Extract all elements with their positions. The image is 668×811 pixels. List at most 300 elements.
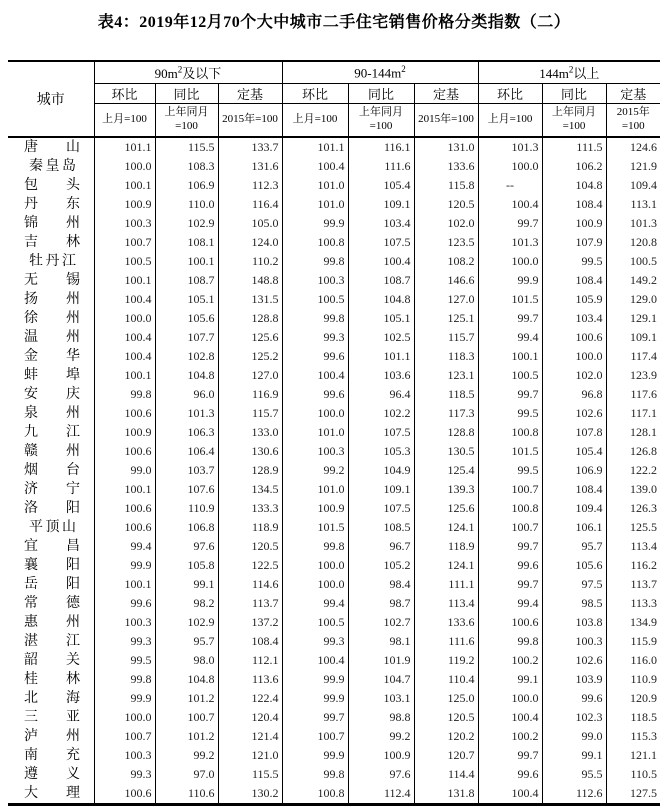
value-cell: 96.7 xyxy=(348,537,414,556)
value-cell: 107.5 xyxy=(348,423,414,442)
value-cell: 99.9 xyxy=(282,689,348,708)
value-cell: 97.5 xyxy=(542,575,606,594)
value-cell: 126.3 xyxy=(606,499,660,518)
value-cell: 113.1 xyxy=(606,195,660,214)
value-cell: 99.7 xyxy=(478,746,542,765)
subheader-fixed-3: 定基 xyxy=(606,84,660,104)
city-name: 牡丹江 xyxy=(29,254,76,269)
table-row xyxy=(8,518,660,537)
value-cell: 117.3 xyxy=(414,404,478,423)
value-cell: 118.9 xyxy=(414,537,478,556)
value-cell: 100.7 xyxy=(478,480,542,499)
value-cell: 118.5 xyxy=(414,385,478,404)
base-yoy-line2: =100 xyxy=(175,120,198,132)
city-name: 烟台 xyxy=(24,463,80,478)
table-row xyxy=(8,594,660,613)
city-cell xyxy=(8,366,94,385)
city-name: 包头 xyxy=(24,178,80,193)
base-mom-3: 上月=100 xyxy=(478,104,542,138)
value-cell: 99.7 xyxy=(478,537,542,556)
table-row xyxy=(8,613,660,632)
value-cell: 104.7 xyxy=(348,670,414,689)
value-cell: 118.3 xyxy=(414,347,478,366)
value-cell: 109.1 xyxy=(348,480,414,499)
value-cell: 98.1 xyxy=(348,632,414,651)
group-label-part: 90-144m xyxy=(354,65,402,81)
value-cell: 105.4 xyxy=(348,176,414,195)
city-name: 宜昌 xyxy=(24,539,80,554)
value-cell: 105.9 xyxy=(542,290,606,309)
city-name: 韶关 xyxy=(24,653,80,668)
city-name: 南充 xyxy=(24,748,80,763)
value-cell: 117.4 xyxy=(606,347,660,366)
city-cell xyxy=(8,271,94,290)
value-cell: 118.9 xyxy=(218,518,282,537)
value-cell: 101.5 xyxy=(478,290,542,309)
value-cell: 107.7 xyxy=(155,328,218,347)
value-cell: 115.7 xyxy=(414,328,478,347)
value-cell: 99.2 xyxy=(155,746,218,765)
value-cell: 101.2 xyxy=(155,727,218,746)
value-cell: 108.4 xyxy=(542,271,606,290)
value-cell: 117.1 xyxy=(606,404,660,423)
city-name: 温州 xyxy=(24,330,80,345)
value-cell: 100.0 xyxy=(478,252,542,271)
table-row xyxy=(8,784,660,805)
value-cell: 100.1 xyxy=(94,176,155,195)
table-row xyxy=(8,366,660,385)
value-cell: 99.5 xyxy=(94,651,155,670)
city-cell xyxy=(8,328,94,347)
value-cell: 101.2 xyxy=(155,689,218,708)
value-cell: 122.2 xyxy=(606,461,660,480)
city-cell xyxy=(8,689,94,708)
value-cell: 106.8 xyxy=(155,518,218,537)
value-cell: 131.5 xyxy=(218,290,282,309)
value-cell: 96.4 xyxy=(348,385,414,404)
value-cell: 99.3 xyxy=(94,765,155,784)
value-cell: 102.0 xyxy=(542,366,606,385)
value-cell: 128.1 xyxy=(606,423,660,442)
value-cell: 106.1 xyxy=(542,518,606,537)
value-cell: 98.2 xyxy=(155,594,218,613)
value-cell: 95.7 xyxy=(155,632,218,651)
subheader-mom-3: 环比 xyxy=(478,84,542,104)
city-name: 襄阳 xyxy=(24,558,80,573)
value-cell: 102.9 xyxy=(155,214,218,233)
value-cell: 102.3 xyxy=(542,708,606,727)
city-name: 岳阳 xyxy=(24,577,80,592)
city-cell xyxy=(8,290,94,309)
city-name: 金华 xyxy=(24,349,80,364)
city-cell xyxy=(8,404,94,423)
value-cell: 99.7 xyxy=(282,708,348,727)
value-cell: 103.1 xyxy=(348,689,414,708)
city-name: 九江 xyxy=(24,425,80,440)
value-cell: 120.9 xyxy=(606,689,660,708)
value-cell: 100.1 xyxy=(94,271,155,290)
value-cell: 104.9 xyxy=(348,461,414,480)
base-yoy-line1: 上年同月 xyxy=(359,106,403,119)
value-cell: 99.8 xyxy=(94,385,155,404)
value-cell: 124.1 xyxy=(414,518,478,537)
table-row xyxy=(8,271,660,290)
value-cell: 100.3 xyxy=(542,632,606,651)
value-cell: 101.0 xyxy=(282,195,348,214)
city-cell xyxy=(8,537,94,556)
table-row xyxy=(8,689,660,708)
value-cell: 128.9 xyxy=(218,461,282,480)
value-cell: 108.7 xyxy=(155,271,218,290)
value-cell: 100.3 xyxy=(282,442,348,461)
value-cell: 100.9 xyxy=(94,195,155,214)
table-row xyxy=(8,575,660,594)
value-cell: 99.6 xyxy=(282,385,348,404)
value-cell: 100.7 xyxy=(94,233,155,252)
table-row xyxy=(8,499,660,518)
value-cell: 137.2 xyxy=(218,613,282,632)
value-cell: 100.5 xyxy=(606,252,660,271)
value-cell: 123.1 xyxy=(414,366,478,385)
value-cell: 99.4 xyxy=(478,328,542,347)
value-cell: 102.8 xyxy=(155,347,218,366)
value-cell: 100.6 xyxy=(478,613,542,632)
table-row xyxy=(8,214,660,233)
value-cell: 99.7 xyxy=(478,385,542,404)
value-cell: 101.0 xyxy=(282,480,348,499)
subheader-yoy-2: 同比 xyxy=(348,84,414,104)
city-name: 湛江 xyxy=(24,634,80,649)
value-cell: 120.4 xyxy=(218,708,282,727)
value-cell: 99.9 xyxy=(94,556,155,575)
value-cell: 100.6 xyxy=(94,442,155,461)
value-cell: 105.3 xyxy=(348,442,414,461)
city-cell xyxy=(8,613,94,632)
city-name: 泸州 xyxy=(24,729,80,744)
city-cell xyxy=(8,157,94,176)
city-cell xyxy=(8,708,94,727)
value-cell: 100.4 xyxy=(282,157,348,176)
value-cell: 98.7 xyxy=(348,594,414,613)
value-cell: 134.5 xyxy=(218,480,282,499)
table-row xyxy=(8,385,660,404)
value-cell: 112.6 xyxy=(542,784,606,805)
city-name: 大理 xyxy=(24,786,80,801)
city-cell xyxy=(8,480,94,499)
value-cell: 118.5 xyxy=(606,708,660,727)
value-cell: 107.5 xyxy=(348,233,414,252)
value-cell: 101.1 xyxy=(94,137,155,157)
value-cell: 99.3 xyxy=(282,328,348,347)
value-cell: 101.0 xyxy=(282,423,348,442)
value-cell: 115.7 xyxy=(218,404,282,423)
value-cell: 96.8 xyxy=(542,385,606,404)
value-cell: 131.8 xyxy=(414,784,478,805)
value-cell: 106.9 xyxy=(155,176,218,195)
value-cell: 100.4 xyxy=(94,290,155,309)
value-cell: 100.2 xyxy=(478,727,542,746)
value-cell: 100.0 xyxy=(478,157,542,176)
table-row xyxy=(8,461,660,480)
value-cell: 110.4 xyxy=(414,670,478,689)
value-cell: 98.5 xyxy=(542,594,606,613)
value-cell: 99.6 xyxy=(282,347,348,366)
table-row xyxy=(8,328,660,347)
value-cell: 99.5 xyxy=(542,252,606,271)
value-cell: 133.0 xyxy=(218,423,282,442)
value-cell: 139.0 xyxy=(606,480,660,499)
city-cell xyxy=(8,746,94,765)
value-cell: 100.8 xyxy=(478,423,542,442)
value-cell: 120.5 xyxy=(218,537,282,556)
value-cell: 102.7 xyxy=(348,613,414,632)
value-cell: 113.6 xyxy=(218,670,282,689)
value-cell: 105.1 xyxy=(155,290,218,309)
subheader-mom-2: 环比 xyxy=(282,84,348,104)
city-cell xyxy=(8,385,94,404)
value-cell: 128.8 xyxy=(218,309,282,328)
value-cell: 99.5 xyxy=(478,404,542,423)
value-cell: 120.2 xyxy=(414,727,478,746)
value-cell: 101.5 xyxy=(282,518,348,537)
value-cell: 112.3 xyxy=(218,176,282,195)
value-cell: 130.6 xyxy=(218,442,282,461)
value-cell: 100.0 xyxy=(94,708,155,727)
table-row xyxy=(8,233,660,252)
value-cell: 100.4 xyxy=(282,651,348,670)
value-cell: 100.3 xyxy=(94,746,155,765)
city-cell xyxy=(8,309,94,328)
value-cell: 100.7 xyxy=(155,708,218,727)
value-cell: 99.6 xyxy=(478,765,542,784)
value-cell: 121.9 xyxy=(606,157,660,176)
city-cell xyxy=(8,442,94,461)
city-cell xyxy=(8,727,94,746)
value-cell: 99.1 xyxy=(155,575,218,594)
value-cell: 107.6 xyxy=(155,480,218,499)
value-cell: 100.4 xyxy=(478,784,542,805)
value-cell: 111.6 xyxy=(348,157,414,176)
header-row-groups xyxy=(8,61,660,84)
table-row xyxy=(8,442,660,461)
value-cell: 115.3 xyxy=(606,727,660,746)
value-cell: 102.0 xyxy=(414,214,478,233)
city-cell xyxy=(8,195,94,214)
value-cell: 100.2 xyxy=(478,651,542,670)
value-cell: 124.0 xyxy=(218,233,282,252)
base-yoy-3 xyxy=(542,104,606,138)
value-cell: 115.8 xyxy=(414,176,478,195)
value-cell: 100.6 xyxy=(94,784,155,805)
value-cell: 103.4 xyxy=(348,214,414,233)
header-row-base xyxy=(8,104,660,138)
group-label-part: 及以下 xyxy=(182,66,222,81)
value-cell: 105.1 xyxy=(348,309,414,328)
value-cell: 108.2 xyxy=(414,252,478,271)
value-cell: 108.1 xyxy=(155,233,218,252)
table-row xyxy=(8,309,660,328)
value-cell: 100.0 xyxy=(542,347,606,366)
value-cell: 99.7 xyxy=(478,214,542,233)
value-cell: 102.6 xyxy=(542,404,606,423)
subheader-fixed-1: 定基 xyxy=(218,84,282,104)
value-cell: 99.4 xyxy=(282,594,348,613)
value-cell: 105.6 xyxy=(542,556,606,575)
base-yoy-line1: 上年同月 xyxy=(164,106,209,119)
header-row-metrics xyxy=(8,84,660,104)
table-row xyxy=(8,651,660,670)
value-cell: 101.5 xyxy=(478,442,542,461)
table-row xyxy=(8,670,660,689)
superscript-2: 2 xyxy=(568,64,574,75)
city-name: 扬州 xyxy=(24,292,80,307)
table-row xyxy=(8,347,660,366)
value-cell: 100.3 xyxy=(94,214,155,233)
table-row xyxy=(8,632,660,651)
value-cell: 105.6 xyxy=(155,309,218,328)
value-cell: 100.9 xyxy=(348,746,414,765)
value-cell: 102.6 xyxy=(542,651,606,670)
value-cell: 115.9 xyxy=(606,632,660,651)
value-cell: 133.3 xyxy=(218,499,282,518)
price-index-table xyxy=(8,60,660,806)
value-cell: 109.4 xyxy=(606,176,660,195)
value-cell: 148.8 xyxy=(218,271,282,290)
value-cell: 110.9 xyxy=(606,670,660,689)
city-cell xyxy=(8,575,94,594)
value-cell: 139.3 xyxy=(414,480,478,499)
value-cell: 100.9 xyxy=(542,214,606,233)
value-cell: 100.5 xyxy=(282,290,348,309)
table-row xyxy=(8,404,660,423)
value-cell: 126.8 xyxy=(606,442,660,461)
city-cell xyxy=(8,214,94,233)
city-name: 唐山 xyxy=(24,140,80,155)
table-row xyxy=(8,556,660,575)
city-name: 秦皇岛 xyxy=(29,159,76,174)
value-cell: 104.8 xyxy=(348,290,414,309)
value-cell: 105.8 xyxy=(155,556,218,575)
value-cell: 97.6 xyxy=(348,765,414,784)
city-column-header: 城市 xyxy=(8,61,94,137)
table-row xyxy=(8,480,660,499)
value-cell: 127.0 xyxy=(414,290,478,309)
city-cell xyxy=(8,347,94,366)
superscript-2: 2 xyxy=(177,64,183,75)
value-cell: 107.8 xyxy=(542,423,606,442)
subheader-mom-1: 环比 xyxy=(94,84,155,104)
value-cell: 106.2 xyxy=(542,157,606,176)
base-mom-1: 上月=100 xyxy=(94,104,155,138)
value-cell: 100.3 xyxy=(282,271,348,290)
value-cell: 111.6 xyxy=(414,632,478,651)
value-cell: 120.5 xyxy=(414,195,478,214)
value-cell: 103.7 xyxy=(155,461,218,480)
table-row xyxy=(8,290,660,309)
city-name: 济宁 xyxy=(24,482,80,497)
value-cell: 114.4 xyxy=(414,765,478,784)
value-cell: 113.3 xyxy=(606,594,660,613)
value-cell: 100.0 xyxy=(478,689,542,708)
city-name: 锦州 xyxy=(24,216,80,231)
value-cell: 105.0 xyxy=(218,214,282,233)
city-cell xyxy=(8,252,94,271)
value-cell: 103.8 xyxy=(542,613,606,632)
value-cell: 99.3 xyxy=(94,632,155,651)
value-cell: 99.5 xyxy=(478,461,542,480)
value-cell: 100.1 xyxy=(94,480,155,499)
value-cell: 105.4 xyxy=(542,442,606,461)
value-cell: 125.2 xyxy=(218,347,282,366)
value-cell: 112.1 xyxy=(218,651,282,670)
city-cell xyxy=(8,461,94,480)
value-cell: 99.2 xyxy=(282,461,348,480)
value-cell: 133.6 xyxy=(414,613,478,632)
value-cell: 106.4 xyxy=(155,442,218,461)
value-cell: 102.2 xyxy=(348,404,414,423)
city-cell xyxy=(8,233,94,252)
value-cell: 96.0 xyxy=(155,385,218,404)
value-cell: 99.6 xyxy=(94,594,155,613)
value-cell: 109.1 xyxy=(348,195,414,214)
value-cell: 99.9 xyxy=(282,746,348,765)
value-cell: 104.8 xyxy=(542,176,606,195)
city-cell xyxy=(8,518,94,537)
group-header-90-144 xyxy=(282,61,478,84)
city-name: 三亚 xyxy=(24,710,80,725)
value-cell: 133.6 xyxy=(414,157,478,176)
value-cell: 100.4 xyxy=(478,195,542,214)
city-name: 赣州 xyxy=(24,444,80,459)
value-cell: 113.4 xyxy=(414,594,478,613)
value-cell: 101.0 xyxy=(282,176,348,195)
city-cell xyxy=(8,651,94,670)
table-row xyxy=(8,252,660,271)
group-header-144-above xyxy=(478,61,660,84)
value-cell: 110.6 xyxy=(155,784,218,805)
value-cell: 100.6 xyxy=(542,328,606,347)
value-cell: 103.9 xyxy=(542,670,606,689)
city-cell xyxy=(8,632,94,651)
city-name: 徐州 xyxy=(24,311,80,326)
city-name: 吉林 xyxy=(24,235,80,250)
value-cell: 120.5 xyxy=(414,708,478,727)
value-cell: 117.6 xyxy=(606,385,660,404)
value-cell: 100.4 xyxy=(348,252,414,271)
value-cell: 130.5 xyxy=(414,442,478,461)
value-cell: 101.1 xyxy=(348,347,414,366)
value-cell: 125.0 xyxy=(414,689,478,708)
city-name: 蚌埠 xyxy=(24,368,80,383)
value-cell: 100.8 xyxy=(282,233,348,252)
table-row xyxy=(8,708,660,727)
value-cell: 108.5 xyxy=(348,518,414,537)
value-cell: 99.9 xyxy=(282,214,348,233)
city-name: 桂林 xyxy=(24,672,80,687)
city-name: 遵义 xyxy=(24,767,80,782)
value-cell: 128.8 xyxy=(414,423,478,442)
value-cell: 99.9 xyxy=(478,271,542,290)
value-cell: 104.8 xyxy=(155,670,218,689)
base-mom-2: 上月=100 xyxy=(282,104,348,138)
base-fixed-3: 2015年=100 xyxy=(606,104,660,138)
superscript-2: 2 xyxy=(401,63,406,74)
value-cell: 106.3 xyxy=(155,423,218,442)
value-cell: 99.6 xyxy=(542,689,606,708)
value-cell: 100.0 xyxy=(282,575,348,594)
value-cell: 101.3 xyxy=(478,233,542,252)
table-row xyxy=(8,137,660,157)
